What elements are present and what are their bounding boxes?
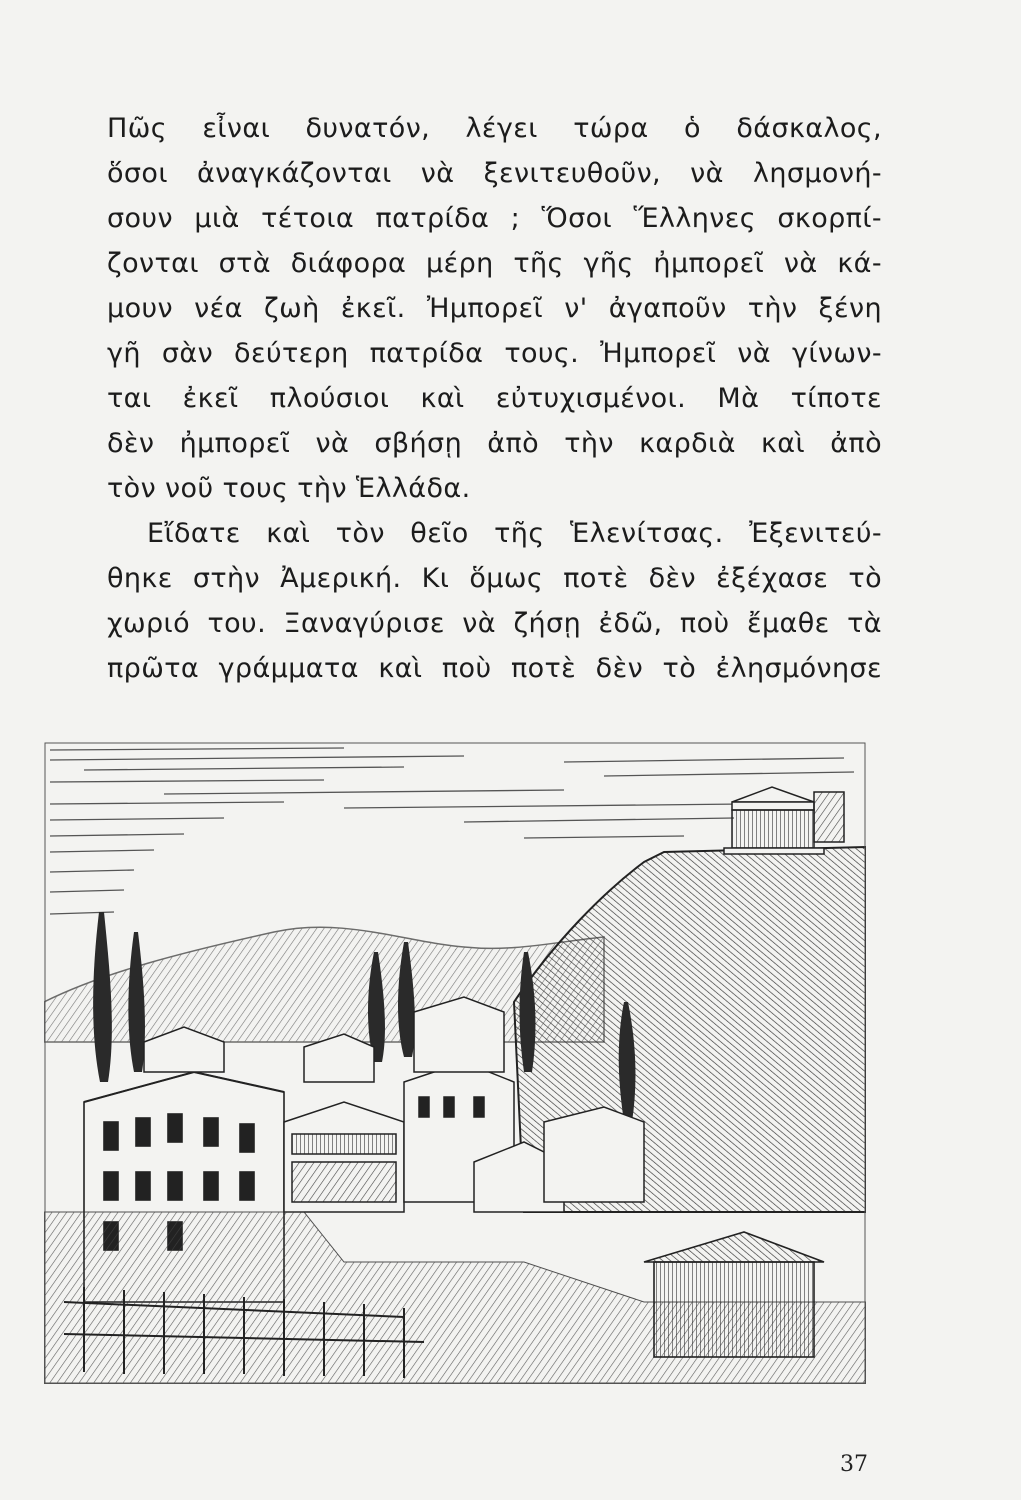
text-line: σουν μιὰ τέτοια πατρίδα ; Ὅσοι Ἕλληνες σκορπί- <box>107 203 882 234</box>
page-number: 37 <box>840 1452 868 1477</box>
text-line: ζονται στὰ διάφορα μέρη τῆς γῆς ἠμπορεῖ νὰ κά- <box>107 248 882 279</box>
text-line: χωριό του. Ξαναγύρισε νὰ ζήσῃ ἐδῶ, ποὺ ἔμαθε τὰ <box>107 608 882 639</box>
text-line: Πῶς εἶναι δυνατόν, λέγει τώρα ὁ δάσκαλος, <box>107 113 882 144</box>
shed-right <box>644 1232 824 1357</box>
text-line: γῆ σὰν δεύτερη πατρίδα τους. Ἠμπορεῖ νὰ γίνων- <box>107 338 882 369</box>
text-line: δὲν ἠμπορεῖ νὰ σβήσῃ ἀπὸ τὴν καρδιὰ καὶ ἀπὸ <box>107 428 882 459</box>
text-line: ται ἐκεῖ πλούσιοι καὶ εὐτυχισμένοι. Μὰ τίποτε <box>107 383 882 414</box>
text-line: Εἴδατε καὶ τὸν θεῖο τῆς Ἑλενίτσας. Ἐξενιτεύ- <box>147 518 882 549</box>
temple <box>724 787 844 854</box>
acropolis-village-illustration <box>44 742 866 1384</box>
text-line: πρῶτα γράμματα καὶ ποὺ ποτὲ δὲν τὸ ἐλησμόνησε <box>107 653 882 684</box>
body-text <box>107 106 882 691</box>
text-line: θηκε στὴν Ἀμερική. Κι ὅμως ποτὲ δὲν ἐξέχασε τὸ <box>107 563 882 594</box>
text-line: τὸν νοῦ τους τὴν Ἑλλάδα. <box>107 473 471 504</box>
text-line: μουν νέα ζωὴ ἐκεῖ. Ἠμπορεῖ ν' ἀγαποῦν τὴν ξένη <box>107 293 882 324</box>
text-line: ὅσοι ἀναγκάζονται νὰ ξενιτευθοῦν, νὰ λησμονή- <box>107 158 882 189</box>
